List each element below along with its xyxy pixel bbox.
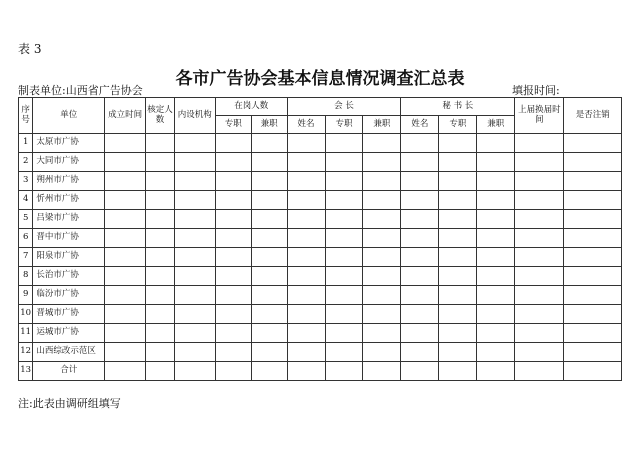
table-row [19,134,622,153]
header-name: 姓名 [401,116,439,134]
empty-cell[interactable] [146,267,175,286]
row-unit: 大同市广协 [33,153,105,172]
empty-cell[interactable] [564,210,622,229]
empty-cell[interactable] [146,362,175,381]
empty-cell[interactable] [287,362,325,381]
empty-cell[interactable] [146,229,175,248]
page-title: 各市广告协会基本信息情况调查汇总表 [175,69,465,89]
empty-cell[interactable] [251,210,287,229]
empty-cell[interactable] [174,362,215,381]
empty-cell[interactable] [401,343,439,362]
summary-table [18,97,622,381]
row-unit: 运城市广协 [33,324,105,343]
empty-cell[interactable] [477,343,515,362]
empty-cell[interactable] [515,305,564,324]
row-number: 9 [19,286,33,305]
row-unit: 阳泉市广协 [33,248,105,267]
empty-cell[interactable] [215,191,251,210]
empty-cell[interactable] [477,362,515,381]
empty-cell[interactable] [146,343,175,362]
empty-cell[interactable] [401,362,439,381]
empty-cell[interactable] [564,343,622,362]
empty-cell[interactable] [251,153,287,172]
empty-cell[interactable] [287,305,325,324]
empty-cell[interactable] [287,134,325,153]
empty-cell[interactable] [439,134,477,153]
empty-cell[interactable] [325,267,363,286]
empty-cell[interactable] [215,172,251,191]
header-secretary: 秘 书 长 [401,98,515,116]
empty-cell[interactable] [146,324,175,343]
empty-cell[interactable] [174,153,215,172]
row-unit: 忻州市广协 [33,191,105,210]
table-row [19,267,622,286]
empty-cell[interactable] [363,343,401,362]
empty-cell[interactable] [477,229,515,248]
empty-cell[interactable] [174,343,215,362]
empty-cell[interactable] [325,153,363,172]
empty-cell[interactable] [251,286,287,305]
header-on-post: 在岗人数 [215,98,287,116]
empty-cell[interactable] [325,172,363,191]
empty-cell[interactable] [174,267,215,286]
empty-cell[interactable] [325,286,363,305]
empty-cell[interactable] [363,305,401,324]
empty-cell[interactable] [363,267,401,286]
empty-cell[interactable] [439,210,477,229]
empty-cell[interactable] [251,229,287,248]
empty-cell[interactable] [477,286,515,305]
row-unit: 太原市广协 [33,134,105,153]
table-row [19,153,622,172]
empty-cell[interactable] [564,248,622,267]
row-unit: 长治市广协 [33,267,105,286]
table-row [19,286,622,305]
empty-cell[interactable] [287,286,325,305]
empty-cell[interactable] [146,134,175,153]
empty-cell[interactable] [146,153,175,172]
header-established: 成立时间 [105,98,146,134]
header-unit: 单位 [33,98,105,134]
empty-cell[interactable] [401,286,439,305]
empty-cell[interactable] [174,172,215,191]
empty-cell[interactable] [105,191,146,210]
table-row [19,343,622,362]
empty-cell[interactable] [325,362,363,381]
empty-cell[interactable] [105,343,146,362]
empty-cell[interactable] [515,267,564,286]
empty-cell[interactable] [251,191,287,210]
table-row [19,248,622,267]
header-fulltime: 专职 [215,116,251,134]
empty-cell[interactable] [215,134,251,153]
empty-cell[interactable] [287,229,325,248]
empty-cell[interactable] [363,134,401,153]
empty-cell[interactable] [287,210,325,229]
empty-cell[interactable] [439,248,477,267]
empty-cell[interactable] [363,286,401,305]
empty-cell[interactable] [515,191,564,210]
empty-cell[interactable] [215,267,251,286]
empty-cell[interactable] [439,191,477,210]
empty-cell[interactable] [251,343,287,362]
table-row [19,305,622,324]
table-number: 表 3 [18,42,42,56]
empty-cell[interactable] [105,134,146,153]
empty-cell[interactable] [215,305,251,324]
empty-cell[interactable] [287,153,325,172]
empty-cell[interactable] [564,172,622,191]
made-by-label: 制表单位:山西省广告协会 [18,84,143,97]
row-number: 1 [19,134,33,153]
row-unit: 朔州市广协 [33,172,105,191]
empty-cell[interactable] [105,248,146,267]
empty-cell[interactable] [439,229,477,248]
empty-cell[interactable] [564,134,622,153]
empty-cell[interactable] [174,305,215,324]
empty-cell[interactable] [287,267,325,286]
empty-cell[interactable] [325,305,363,324]
empty-cell[interactable] [515,248,564,267]
empty-cell[interactable] [174,229,215,248]
empty-cell[interactable] [287,248,325,267]
empty-cell[interactable] [515,362,564,381]
empty-cell[interactable] [325,343,363,362]
empty-cell[interactable] [363,191,401,210]
empty-cell[interactable] [215,324,251,343]
row-number: 7 [19,248,33,267]
row-number: 3 [19,172,33,191]
empty-cell[interactable] [287,172,325,191]
header-last-term: 上届换届时间 [515,98,564,134]
row-unit: 吕梁市广协 [33,210,105,229]
empty-cell[interactable] [105,229,146,248]
empty-cell[interactable] [174,210,215,229]
table-body [19,134,622,381]
empty-cell[interactable] [401,324,439,343]
empty-cell[interactable] [515,134,564,153]
row-number: 6 [19,229,33,248]
empty-cell[interactable] [325,229,363,248]
row-number: 8 [19,267,33,286]
empty-cell[interactable] [477,248,515,267]
fill-time-label: 填报时间: [512,84,560,97]
empty-cell[interactable] [251,305,287,324]
empty-cell[interactable] [251,248,287,267]
header-fulltime: 专职 [439,116,477,134]
empty-cell[interactable] [439,267,477,286]
header-president: 会 长 [287,98,401,116]
header-staff-quota: 核定人数 [146,98,175,134]
empty-cell[interactable] [439,286,477,305]
empty-cell[interactable] [401,172,439,191]
empty-cell[interactable] [515,229,564,248]
empty-cell[interactable] [105,172,146,191]
empty-cell[interactable] [215,248,251,267]
empty-cell[interactable] [174,286,215,305]
empty-cell[interactable] [251,362,287,381]
row-unit: 合计 [33,362,105,381]
row-unit: 晋城市广协 [33,305,105,324]
empty-cell[interactable] [105,210,146,229]
header-parttime: 兼职 [477,116,515,134]
empty-cell[interactable] [401,210,439,229]
empty-cell[interactable] [215,362,251,381]
empty-cell[interactable] [564,324,622,343]
empty-cell[interactable] [325,248,363,267]
empty-cell[interactable] [325,210,363,229]
row-number: 4 [19,191,33,210]
empty-cell[interactable] [105,305,146,324]
empty-cell[interactable] [401,191,439,210]
empty-cell[interactable] [564,191,622,210]
empty-cell[interactable] [325,191,363,210]
empty-cell[interactable] [174,324,215,343]
empty-cell[interactable] [325,324,363,343]
row-unit: 临汾市广协 [33,286,105,305]
empty-cell[interactable] [105,286,146,305]
empty-cell[interactable] [477,267,515,286]
table-row [19,191,622,210]
row-number: 12 [19,343,33,362]
header-row-1 [19,98,622,116]
header-cancel: 是否注销 [564,98,622,134]
empty-cell[interactable] [251,324,287,343]
empty-cell[interactable] [105,324,146,343]
empty-cell[interactable] [477,305,515,324]
table-row [19,210,622,229]
empty-cell[interactable] [251,267,287,286]
empty-cell[interactable] [174,191,215,210]
empty-cell[interactable] [564,229,622,248]
table-row [19,362,622,381]
table-row [19,324,622,343]
empty-cell[interactable] [564,362,622,381]
empty-cell[interactable] [515,286,564,305]
empty-cell[interactable] [325,134,363,153]
row-unit: 晋中市广协 [33,229,105,248]
empty-cell[interactable] [215,343,251,362]
empty-cell[interactable] [439,305,477,324]
empty-cell[interactable] [477,172,515,191]
empty-cell[interactable] [146,305,175,324]
empty-cell[interactable] [363,172,401,191]
row-number: 11 [19,324,33,343]
table-note: 注:此表由调研组填写 [18,397,121,410]
empty-cell[interactable] [564,305,622,324]
empty-cell[interactable] [401,267,439,286]
empty-cell[interactable] [105,362,146,381]
empty-cell[interactable] [515,343,564,362]
row-number: 13 [19,362,33,381]
header-fulltime: 专职 [325,116,363,134]
empty-cell[interactable] [105,153,146,172]
empty-cell[interactable] [251,172,287,191]
table-row [19,172,622,191]
empty-cell[interactable] [439,153,477,172]
empty-cell[interactable] [477,191,515,210]
empty-cell[interactable] [174,134,215,153]
empty-cell[interactable] [287,324,325,343]
empty-cell[interactable] [401,153,439,172]
empty-cell[interactable] [146,172,175,191]
empty-cell[interactable] [363,324,401,343]
empty-cell[interactable] [515,153,564,172]
empty-cell[interactable] [146,248,175,267]
empty-cell[interactable] [515,210,564,229]
empty-cell[interactable] [215,229,251,248]
row-number: 5 [19,210,33,229]
table-row [19,229,622,248]
header-parttime: 兼职 [251,116,287,134]
empty-cell[interactable] [477,210,515,229]
empty-cell[interactable] [363,153,401,172]
empty-cell[interactable] [515,172,564,191]
empty-cell[interactable] [363,362,401,381]
empty-cell[interactable] [477,153,515,172]
empty-cell[interactable] [363,229,401,248]
empty-cell[interactable] [515,324,564,343]
empty-cell[interactable] [287,343,325,362]
empty-cell[interactable] [251,134,287,153]
row-number: 10 [19,305,33,324]
empty-cell[interactable] [401,248,439,267]
empty-cell[interactable] [105,267,146,286]
empty-cell[interactable] [363,248,401,267]
empty-cell[interactable] [146,191,175,210]
header-parttime: 兼职 [363,116,401,134]
empty-cell[interactable] [215,210,251,229]
empty-cell[interactable] [401,134,439,153]
empty-cell[interactable] [564,153,622,172]
empty-cell[interactable] [146,286,175,305]
empty-cell[interactable] [477,324,515,343]
empty-cell[interactable] [439,172,477,191]
empty-cell[interactable] [439,343,477,362]
empty-cell[interactable] [401,305,439,324]
header-internal-org: 内设机构 [174,98,215,134]
empty-cell[interactable] [215,153,251,172]
empty-cell[interactable] [564,286,622,305]
empty-cell[interactable] [174,248,215,267]
empty-cell[interactable] [363,210,401,229]
empty-cell[interactable] [146,210,175,229]
empty-cell[interactable] [477,134,515,153]
header-name: 姓名 [287,116,325,134]
header-seq: 序号 [19,98,33,134]
row-number: 2 [19,153,33,172]
row-unit: 山西综改示范区 [33,343,105,362]
empty-cell[interactable] [564,267,622,286]
empty-cell[interactable] [439,362,477,381]
empty-cell[interactable] [287,191,325,210]
empty-cell[interactable] [215,286,251,305]
empty-cell[interactable] [439,324,477,343]
empty-cell[interactable] [401,229,439,248]
